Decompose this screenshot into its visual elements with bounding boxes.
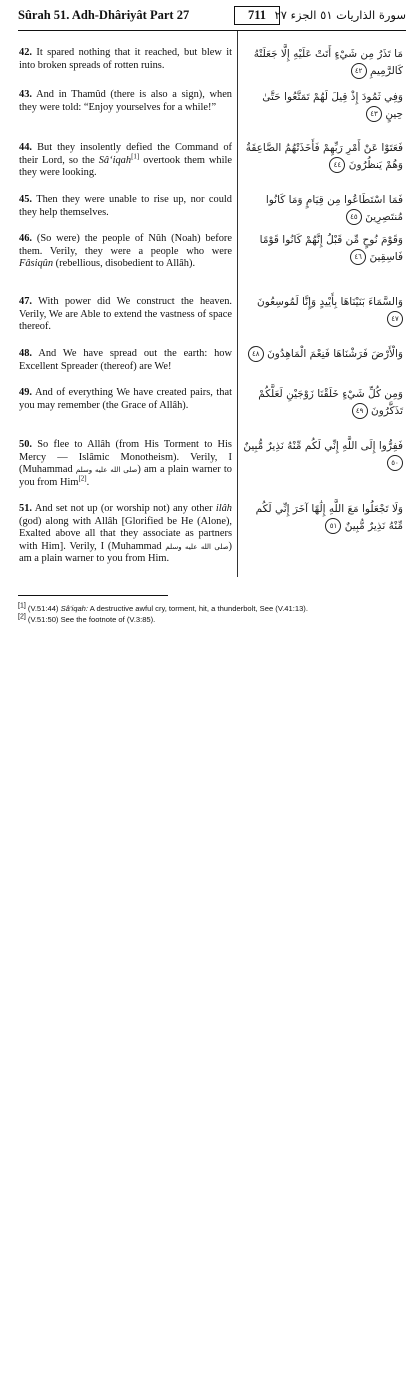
footnote-rule <box>18 595 168 596</box>
arabic-text: وَالْأَرْضَ فَرَشْنَاهَا فَنِعْمَ الْمَاهِدُونَ <box>267 348 403 360</box>
arabic-text: وَمِن كُلِّ شَيْءٍ خَلَقْنَا زَوْجَيْنِ لَعَلَّكُمْ تَذَكَّرُونَ <box>258 388 403 417</box>
verse-text-end: . <box>86 476 90 488</box>
footnote-ref-2[interactable]: [2] <box>78 474 87 483</box>
ayah-marker: ٤٨ <box>248 346 264 362</box>
verse-49-english <box>19 387 232 412</box>
ayah-marker: ٤٥ <box>346 209 362 225</box>
verse-49-arabic <box>243 386 403 420</box>
footnote-mark: [2] <box>18 613 26 621</box>
term-saiqah: Sâ‘iqah <box>98 154 132 166</box>
verse-45-english <box>19 194 232 219</box>
verse-number: 47. <box>19 296 32 307</box>
verse-text: So flee to Allâh (from His Torment to His Mercy — Islâmic Monotheism). Verily, I (Muhammad <box>19 439 232 476</box>
ayah-marker: ٤٧ <box>387 311 403 327</box>
verse-text: And set not up (or worship not) any other <box>34 503 216 514</box>
verse-number: 51. <box>19 503 32 514</box>
verse-number: 43. <box>19 89 32 100</box>
footnote-ref: (V.51:50) <box>27 615 61 624</box>
ayah-marker: ٥٠ <box>387 455 403 471</box>
verse-50-english <box>19 439 232 489</box>
verse-46-arabic <box>243 232 403 266</box>
verse-number: 50. <box>19 439 32 450</box>
salutation: صلى الله عليه وسلم <box>75 466 138 475</box>
salutation: صلى الله عليه وسلم <box>165 542 229 551</box>
verse-text: It spared nothing that it reached, but blew it into broken spreads of rotten ruins. <box>19 47 232 71</box>
arabic-text: وَفِي ثَمُودَ إِذْ قِيلَ لَهُمْ تَمَتَّعُوا حَتَّىٰ حِينٍ <box>262 91 403 120</box>
page-header <box>18 6 406 26</box>
verse-43-english <box>19 89 232 114</box>
verse-text: Then they were unable to rise up, nor could they help themselves. <box>19 194 232 218</box>
verse-text: With power did We construct the heaven. Verily, We are Able to extend the vastness of space thereof. <box>19 296 232 333</box>
ayah-marker: ٥١ <box>325 518 341 534</box>
verse-text-cont: (rebellious, disobedient to Allâh). <box>53 258 196 270</box>
verse-text-end: ) am a plain warner to you from Him. <box>19 540 232 565</box>
arabic-text: وَقَوْمَ نُوحٍ مِّن قَبْلُ إِنَّهُمْ كَانُوا قَوْمًا فَاسِقِينَ <box>259 234 403 263</box>
verse-42-arabic <box>243 46 403 80</box>
header-rule <box>18 30 406 31</box>
footnote-ref: (V.51:44) <box>27 604 61 613</box>
verse-number: 42. <box>19 47 32 58</box>
column-divider <box>237 31 238 577</box>
verse-text-cont: overtook them while they were looking. <box>19 154 232 179</box>
verse-number: 46. <box>19 233 32 244</box>
verse-text-cont: (god) along with Allâh [Glorified be He (Alone), Exalted above all that they associate as partners with Him]. Verily, I (Muhammad <box>19 515 232 552</box>
footnote-term: Sâ‘iqah: <box>60 604 89 613</box>
ayah-marker: ٤٤ <box>329 157 345 173</box>
verse-text: And of everything We have created pairs, that you may remember (the Grace of Allâh). <box>19 387 232 411</box>
verse-number: 45. <box>19 194 32 205</box>
page-number: 711 <box>234 6 280 25</box>
verse-47-arabic <box>243 294 403 328</box>
arabic-text: فَفِرُّوا إِلَى اللَّهِ إِنِّي لَكُم مِّنْهُ نَذِيرٌ مُّبِينٌ <box>243 440 403 452</box>
verse-48-english <box>19 348 232 373</box>
verse-51-english <box>19 503 232 566</box>
verse-text: (So were) the people of Nûh (Noah) before them. Verily, they were a people who were <box>19 233 232 257</box>
verse-text-cont: ) am a plain warner to you from Him <box>19 464 232 488</box>
verse-text: And in Thamûd (there is also a sign), when they were told: “Enjoy yourselves for a while!” <box>19 89 232 113</box>
verse-47-english <box>19 296 232 334</box>
verse-43-arabic <box>243 89 403 123</box>
arabic-text: فَمَا اسْتَطَاعُوا مِن قِيَامٍ وَمَا كَانُوا مُنتَصِرِينَ <box>265 194 403 223</box>
arabic-header: سورة الذاريات ٥١ الجزء ٢٧ <box>274 8 406 22</box>
footnote-text: A destructive awful cry, torment, hit, a thunderbolt, See (V.41:13). <box>88 604 308 613</box>
arabic-text: وَلَا تَجْعَلُوا مَعَ اللَّهِ إِلَٰهًا آخَرَ إِنِّي لَكُم مِّنْهُ نَذِيرٌ مُّبِينٌ <box>255 503 403 532</box>
term-ilah: ilâh <box>215 503 232 514</box>
ayah-marker: ٤٣ <box>366 106 382 122</box>
verse-45-arabic <box>243 192 403 226</box>
ayah-marker: ٤٢ <box>351 63 367 79</box>
arabic-text: وَالسَّمَاءَ بَنَيْنَاهَا بِأَيْيدٍ وَإِنَّا لَمُوسِعُونَ <box>256 296 403 308</box>
surah-title: Sûrah 51. Adh-Dhâriyât Part 27 <box>18 8 190 22</box>
verse-44-english <box>19 142 232 180</box>
verse-text: But they insolently defied the Command of their Lord, so the <box>19 142 232 166</box>
verse-48-arabic <box>243 346 403 363</box>
arabic-text: مَا تَذَرُ مِن شَيْءٍ أَتَتْ عَلَيْهِ إِلَّا جَعَلَتْهُ كَالرَّمِيمِ <box>253 48 403 77</box>
footnote-ref-1[interactable]: [1] <box>131 152 140 161</box>
footnote-2 <box>18 615 408 625</box>
footnote-mark: [1] <box>18 602 26 610</box>
verse-number: 49. <box>19 387 32 398</box>
verse-number: 44. <box>19 142 32 153</box>
term-fasiqun: Fâsiqûn <box>19 258 54 270</box>
verse-42-english <box>19 47 232 72</box>
footnote-text: See the footnote of (V.3:85). <box>60 615 156 624</box>
verse-number: 48. <box>19 348 32 359</box>
ayah-marker: ٤٩ <box>352 403 368 419</box>
arabic-text: فَعَتَوْا عَنْ أَمْرِ رَبِّهِمْ فَأَخَذَتْهُمُ الصَّاعِقَةُ وَهُمْ يَنظُرُونَ <box>245 142 403 171</box>
verse-text: And We have spread out the earth: how Excellent Spreader (thereof) are We! <box>19 348 232 372</box>
ayah-marker: ٤٦ <box>350 249 366 265</box>
verse-44-arabic <box>243 140 403 174</box>
verse-50-arabic <box>243 438 403 472</box>
footnote-1 <box>18 604 408 614</box>
verse-46-english <box>19 233 232 271</box>
verse-51-arabic <box>243 501 403 535</box>
